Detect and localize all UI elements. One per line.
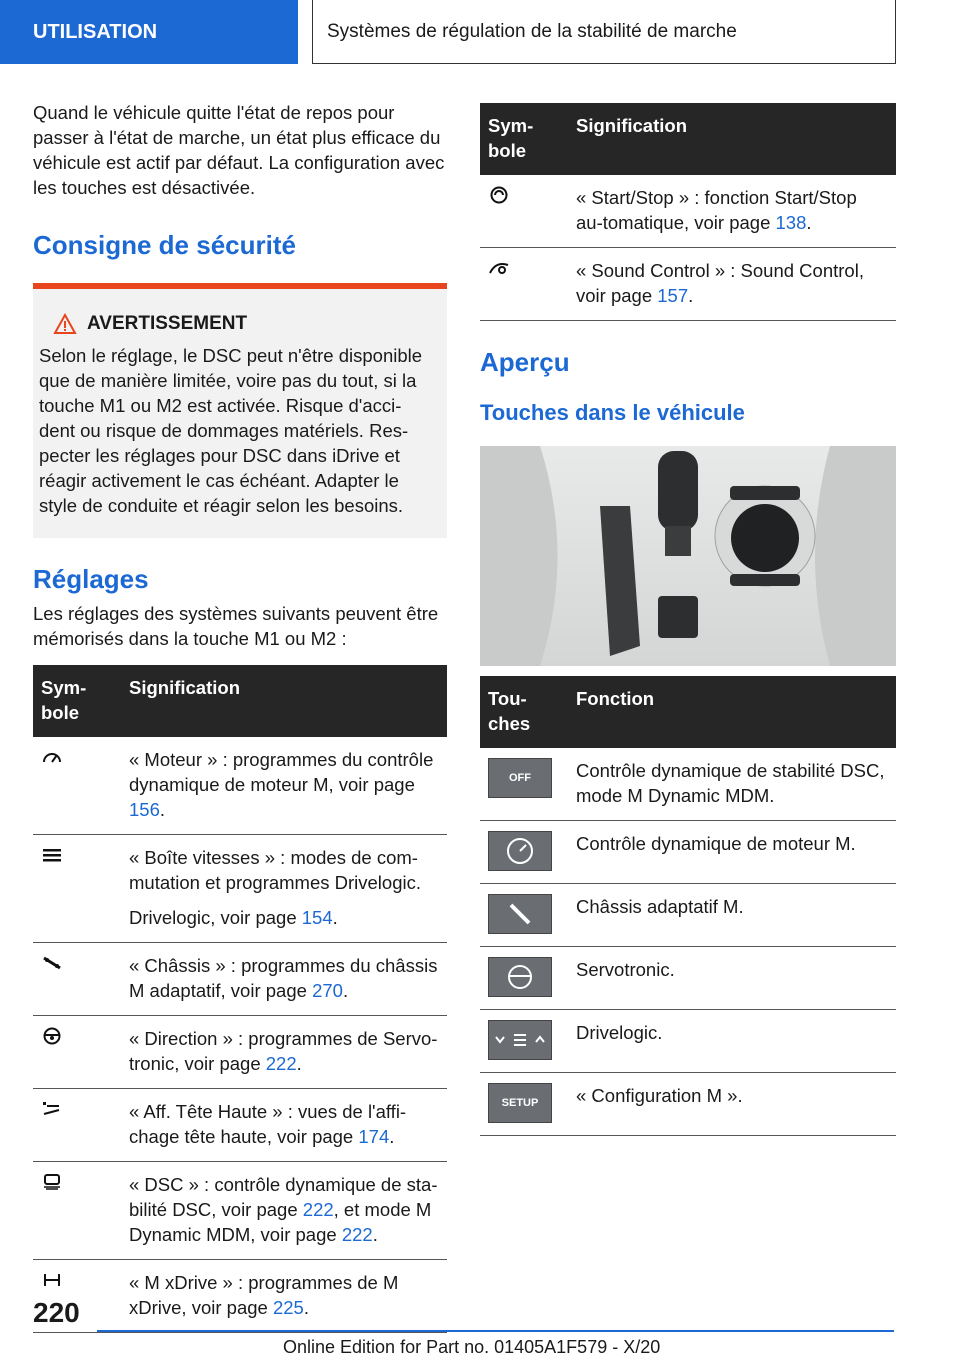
- meaning-cell: « Moteur » : programmes du contrôle dynamique de moteur M, voir page 156.: [121, 737, 447, 835]
- table-row: [480, 884, 896, 947]
- table-row: [480, 947, 896, 1010]
- symbol-cell: [33, 1016, 121, 1089]
- meaning-cell: « Direction » : programmes de Servo-tronic, voir page 222.: [121, 1016, 447, 1089]
- meaning-cell: « DSC » : contrôle dynamique de sta-bilité DSC, voir page 222, et mode M Dynamic MDM, voir page 222.: [121, 1162, 447, 1260]
- col-header-function: Fonction: [568, 676, 896, 748]
- meaning-cell: « Sound Control » : Sound Control, voir page 157.: [568, 248, 896, 321]
- servotronic-key-icon: [488, 957, 552, 997]
- key-cell: [480, 1010, 568, 1073]
- table-row: [33, 943, 447, 1016]
- section-label: UTILISATION: [33, 20, 158, 43]
- meaning-cell: « M xDrive » : programmes de M xDrive, voir page 225.: [121, 1260, 447, 1333]
- engine-key-icon: [488, 831, 552, 871]
- page-link[interactable]: 222: [265, 1053, 297, 1074]
- symbol-cell: [33, 943, 121, 1016]
- key-cell: [480, 821, 568, 884]
- page-link[interactable]: 270: [312, 980, 343, 1001]
- engine-dynamics-icon: [41, 748, 63, 766]
- col-header-symbol: Sym-bole: [480, 103, 568, 175]
- head-up-display-icon: [41, 1100, 63, 1118]
- col-header-meaning: Signification: [121, 665, 447, 737]
- drivelogic-key-icon: [488, 1020, 552, 1060]
- settings-table-continued: [480, 103, 896, 321]
- footer-rule: [97, 1330, 894, 1332]
- function-cell: Servotronic.: [568, 947, 896, 1010]
- page-header-title: Systèmes de régulation de la stabilité de marche: [327, 20, 737, 42]
- start-stop-icon: [488, 186, 510, 204]
- col-header-meaning: Signification: [568, 103, 896, 175]
- left-column: [33, 100, 447, 1333]
- function-cell: Drivelogic.: [568, 1010, 896, 1073]
- page-link[interactable]: 138: [775, 212, 807, 233]
- overview-heading: Aperçu: [480, 347, 570, 377]
- settings-table: [33, 665, 447, 1333]
- chassis-icon: [41, 954, 63, 972]
- table-row: [480, 821, 896, 884]
- function-cell: Châssis adaptatif M.: [568, 884, 896, 947]
- page-number: 220: [33, 1297, 80, 1328]
- symbol-cell: [33, 835, 121, 943]
- safety-heading: Consigne de sécurité: [33, 230, 296, 260]
- gearbox-icon: [41, 846, 63, 864]
- setup-key-icon: [488, 1083, 552, 1123]
- function-cell: Contrôle dynamique de stabilité DSC, mode M Dynamic MDM.: [568, 748, 896, 821]
- col-header-keys: Tou-ches: [480, 676, 568, 748]
- key-label: OFF: [509, 771, 531, 784]
- key-cell: [480, 748, 568, 821]
- table-row: [33, 1162, 447, 1260]
- edition-note: Online Edition for Part no. 01405A1F579 - X/20: [283, 1337, 661, 1357]
- meaning-cell: « Châssis » : programmes du châssis M adaptatif, voir page 270.: [121, 943, 447, 1016]
- table-row: [480, 1073, 896, 1136]
- chassis-key-icon: [488, 894, 552, 934]
- meaning-cell: « Start/Stop » : fonction Start/Stop au-tomatique, voir page 138.: [568, 175, 896, 248]
- steering-wheel-icon: [41, 1027, 63, 1045]
- settings-text: Les réglages des systèmes suivants peuvent être mémorisés dans la touche M1 ou M2 :: [33, 603, 439, 649]
- dsc-off-key-icon: [488, 758, 552, 798]
- center-console-illustration: [480, 446, 896, 666]
- intro-paragraph: Quand le véhicule quitte l'état de repos pour passer à l'état de marche, un état plus efficace du véhicule est actif par défaut. La configuration avec les touches est désactivée.: [33, 102, 445, 198]
- table-row: [33, 1089, 447, 1162]
- key-cell: [480, 1073, 568, 1136]
- symbol-cell: [33, 1162, 121, 1260]
- table-row: [480, 748, 896, 821]
- page-link[interactable]: 222: [302, 1199, 334, 1220]
- table-row: [480, 175, 896, 248]
- center-console-photo: [480, 446, 896, 666]
- meaning-cell: « Aff. Tête Haute » : vues de l'affi-chage tête haute, voir page 174.: [121, 1089, 447, 1162]
- symbol-cell: [33, 1089, 121, 1162]
- table-row: [480, 248, 896, 321]
- keys-table: [480, 676, 896, 1136]
- warning-triangle-icon: [53, 313, 77, 335]
- page-link[interactable]: 154: [301, 907, 333, 928]
- settings-heading: Réglages: [33, 564, 149, 594]
- warning-text: Selon le réglage, le DSC peut n'être disponible que de manière limitée, voire pas du tout, si la touche M1 ou M2 est activée. Risque d'acci-dent ou risque de dommages matériels. Res-pecter les réglages pour DSC dans iDrive et réagir activement le cas échéant. Adapter le style de conduite et réagir selon les besoins.: [39, 345, 423, 516]
- right-column: [480, 103, 896, 1136]
- page-link[interactable]: 225: [272, 1297, 304, 1318]
- dsc-icon: [41, 1173, 63, 1191]
- page-header: [312, 0, 896, 64]
- symbol-cell: [480, 175, 568, 248]
- sound-control-icon: [488, 259, 510, 277]
- warning-box: [33, 283, 447, 538]
- function-cell: Contrôle dynamique de moteur M.: [568, 821, 896, 884]
- warning-title: AVERTISSEMENT: [87, 313, 248, 334]
- table-row: [33, 1016, 447, 1089]
- table-row: [33, 1260, 447, 1333]
- key-cell: [480, 884, 568, 947]
- table-row: [33, 835, 447, 943]
- page-link[interactable]: 222: [341, 1224, 373, 1245]
- page-link[interactable]: 174: [358, 1126, 390, 1147]
- page-link[interactable]: 157: [657, 285, 689, 306]
- table-row: [33, 737, 447, 835]
- col-header-symbol: Sym-bole: [33, 665, 121, 737]
- key-cell: [480, 947, 568, 1010]
- symbol-cell: [480, 248, 568, 321]
- section-tab: [0, 0, 298, 64]
- symbol-cell: [33, 737, 121, 835]
- xdrive-icon: [41, 1271, 63, 1289]
- buttons-heading: Touches dans le véhicule: [480, 400, 745, 425]
- table-row: [480, 1010, 896, 1073]
- function-cell: « Configuration M ».: [568, 1073, 896, 1136]
- meaning-cell: « Boîte vitesses » : modes de com-mutation et programmes Drivelogic. Drivelogic, voir page 154.: [121, 835, 447, 943]
- key-label: SETUP: [501, 1096, 539, 1109]
- page-link[interactable]: 156: [129, 799, 160, 820]
- warning-title-row: [53, 313, 437, 335]
